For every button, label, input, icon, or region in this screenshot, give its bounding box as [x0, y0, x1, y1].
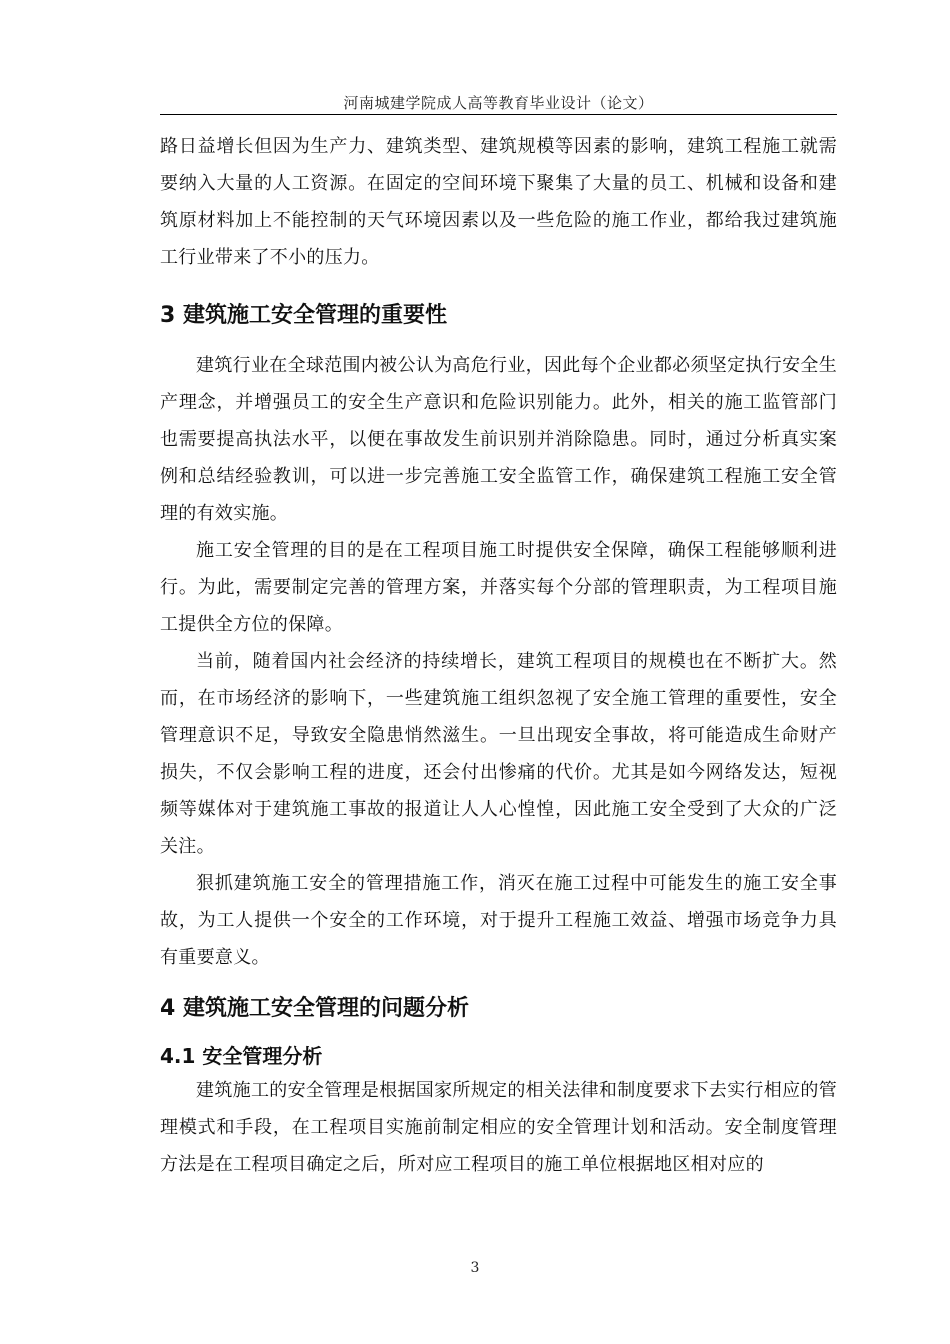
paragraph-3-1: 建筑行业在全球范围内被公认为高危行业，因此每个企业都必须坚定执行安全生产理念，并增强员工的安全生产意识和危险识别能力。此外，相关的施工监管部门也需要提高执法水平，以便在事故发生前识别并消除隐患。同时，通过分析真实案例和总结经验教训，可以进一步完善施工安全监管工作，确保建筑工程施工安全管理的有效实施。 [160, 355, 837, 524]
running-header: 河南城建学院成人高等教育毕业设计（论文） [343, 94, 654, 112]
page-number: 3 [470, 1260, 480, 1276]
paragraph-continued: 路日益增长但因为生产力、建筑类型、建筑规模等因素的影响，建筑工程施工就需要纳入大量的人工资源。在固定的空间环境下聚集了大量的员工、机械和设备和建筑原材料加上不能控制的天气环境因素以及一些危险的施工作业，都给我过建筑施工行业带来了不小的压力。 [160, 136, 837, 268]
header-rule [160, 114, 837, 115]
paragraph-3-3: 当前，随着国内社会经济的持续增长，建筑工程项目的规模也在不断扩大。然而，在市场经济的影响下，一些建筑施工组织忽视了安全施工管理的重要性，安全管理意识不足，导致安全隐患悄然滋生。一旦出现安全事故，将可能造成生命财产损失，不仅会影响工程的进度，还会付出惨痛的代价。尤其是如今网络发达，短视频等媒体对于建筑施工事故的报道让人人心惶惶，因此施工安全受到了大众的广泛关注。 [160, 651, 837, 857]
document-body [160, 128, 837, 1183]
paragraph-4-1: 建筑施工的安全管理是根据国家所规定的相关法律和制度要求下去实行相应的管理模式和手段，在工程项目实施前制定相应的安全管理计划和活动。安全制度管理方法是在工程项目确定之后，所对应工程项目的施工单位根据地区相对应的 [160, 1080, 837, 1175]
section-heading-4: 4 建筑施工安全管理的问题分析 [160, 996, 469, 1021]
paragraph-3-2: 施工安全管理的目的是在工程项目施工时提供安全保障，确保工程能够顺利进行。为此，需要制定完善的管理方案，并落实每个分部的管理职责，为工程项目施工提供全方位的保障。 [160, 540, 837, 635]
subsection-heading-4-1: 4.1 安全管理分析 [160, 1044, 323, 1068]
section-heading-3: 3 建筑施工安全管理的重要性 [160, 303, 447, 328]
paragraph-3-4: 狠抓建筑施工安全的管理措施工作，消灭在施工过程中可能发生的施工安全事故，为工人提供一个安全的工作环境，对于提升工程施工效益、增强市场竞争力具有重要意义。 [160, 873, 837, 968]
